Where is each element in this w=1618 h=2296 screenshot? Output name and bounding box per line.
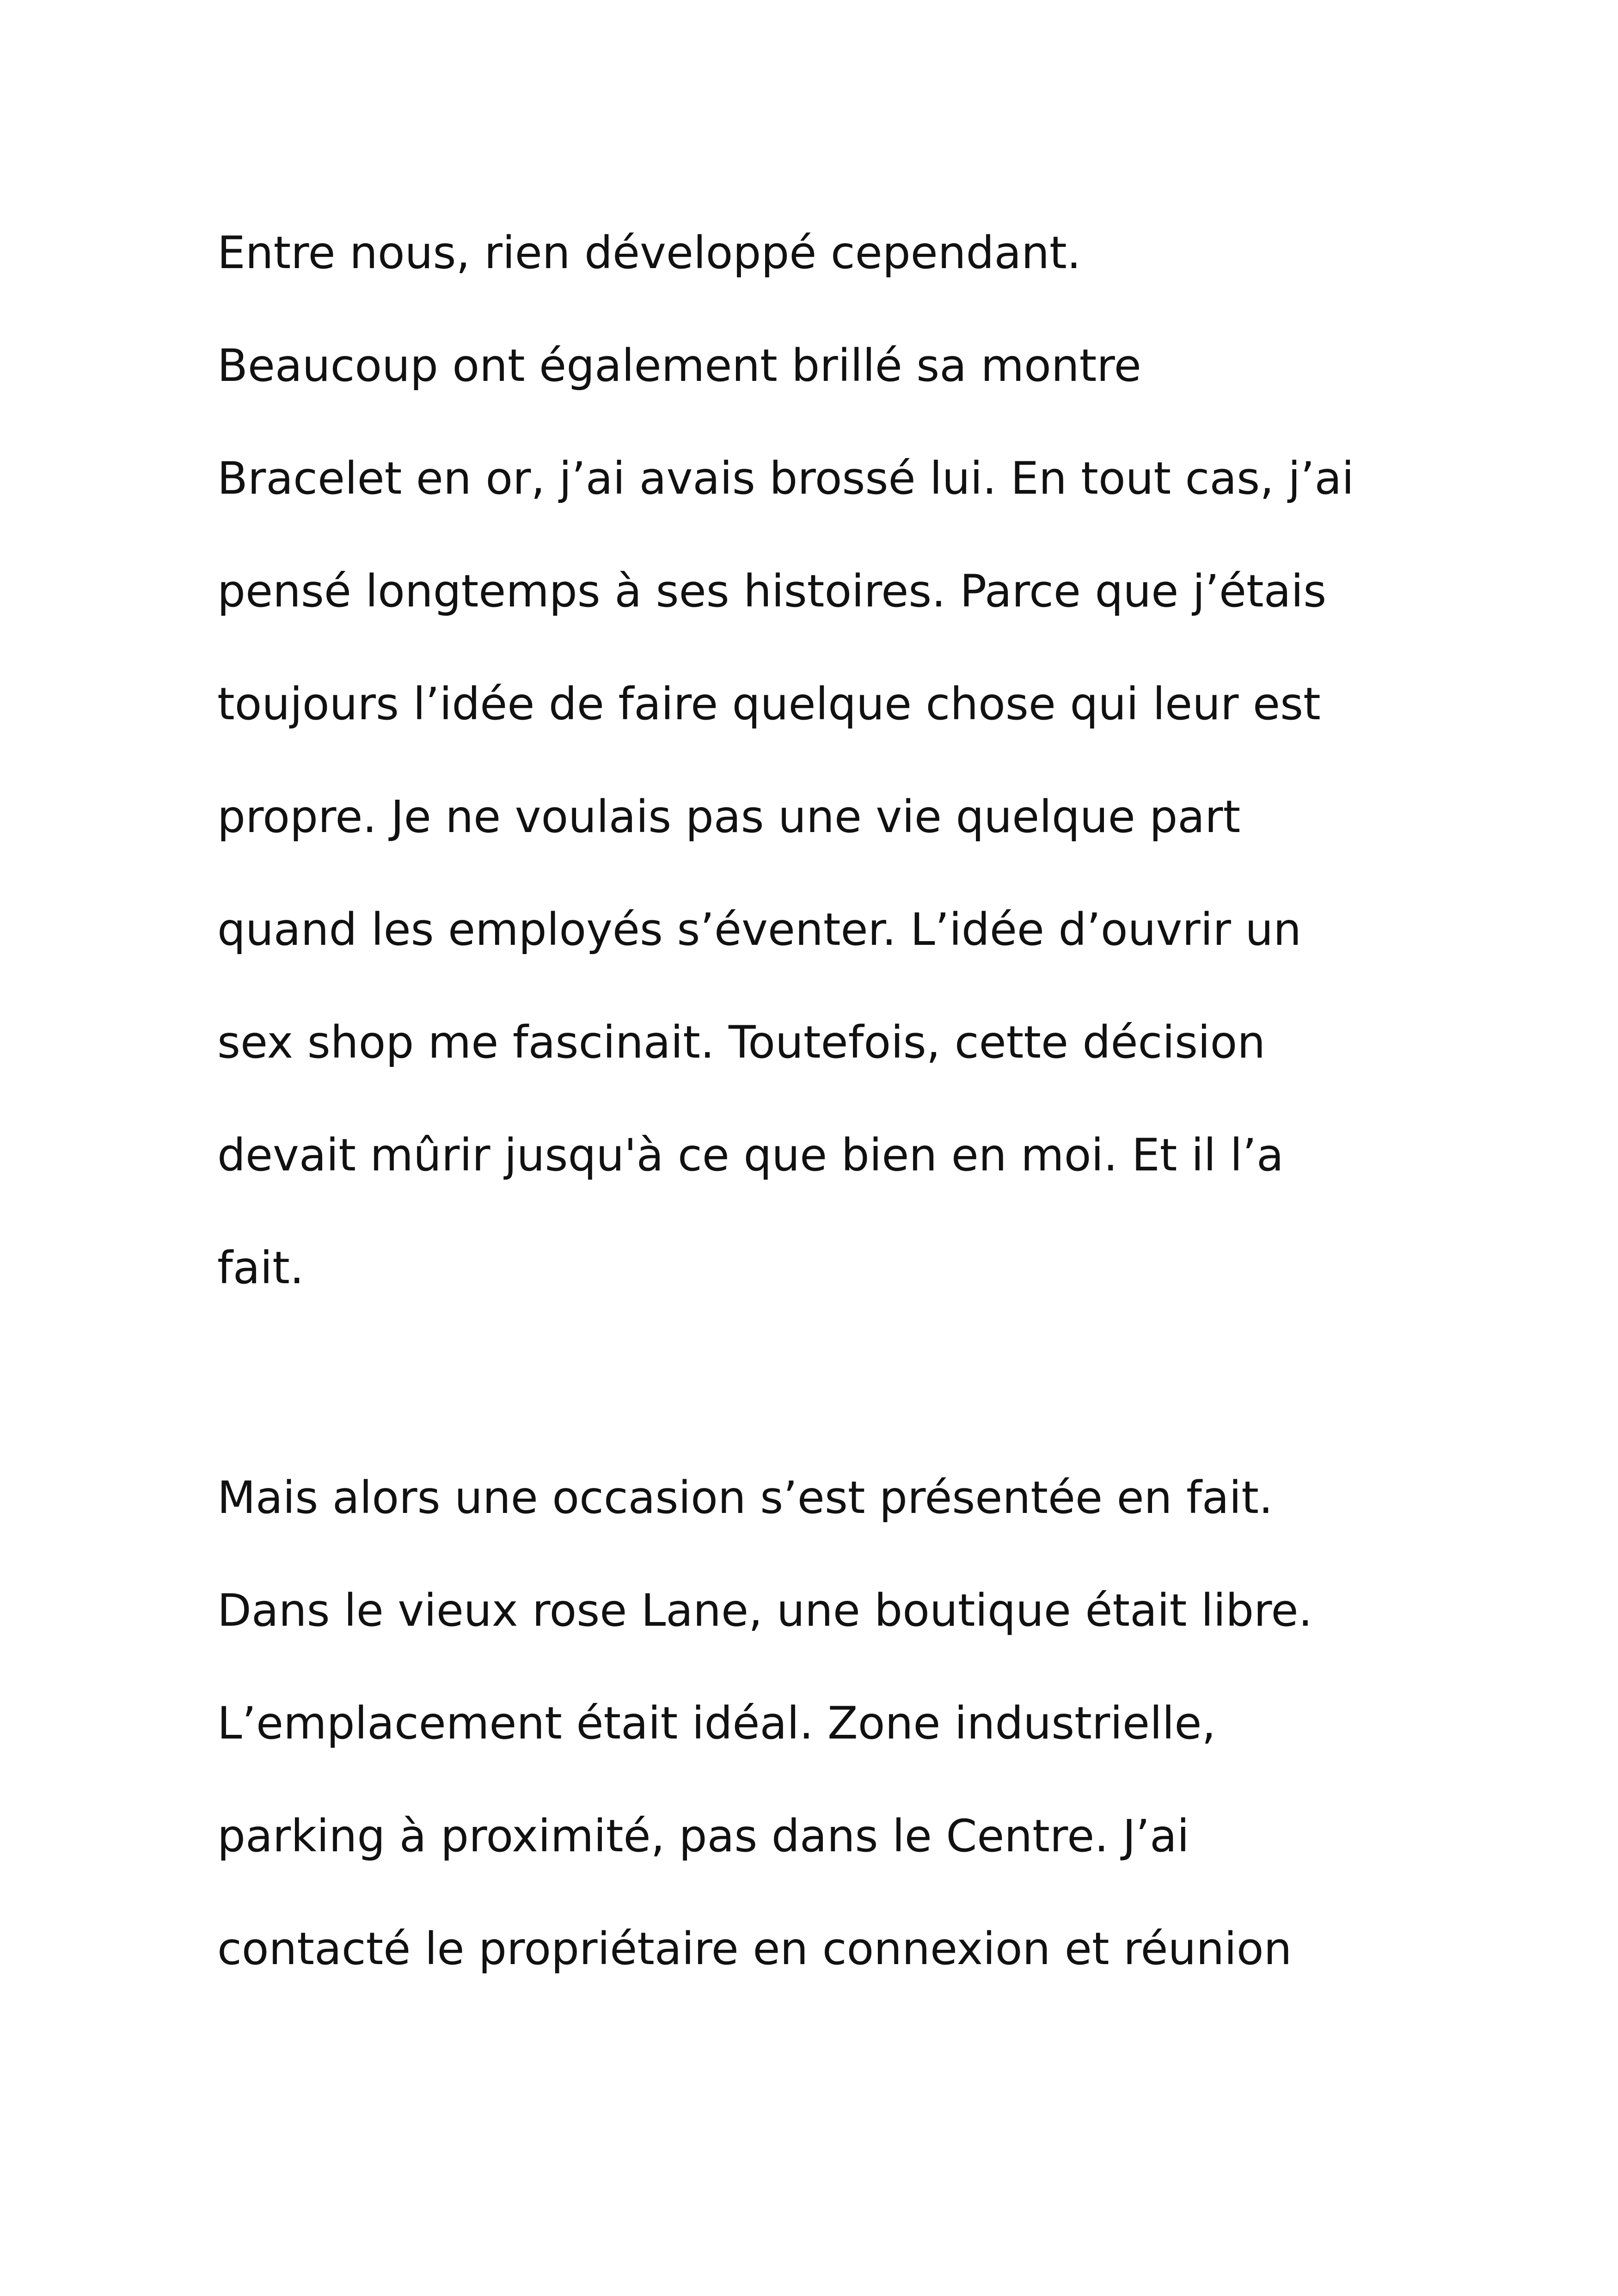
text-line: Beaucoup ont également brillé sa montre [217, 340, 1141, 392]
text-line: L’emplacement était idéal. Zone industrielle, [217, 1697, 1216, 1749]
text-line: Bracelet en or, j’ai avais brossé lui. En tout cas, j’ai [217, 453, 1354, 504]
text-line: quand les employés s’éventer. L’idée d’ouvrir un [217, 904, 1302, 955]
text-line: sex shop me fascinait. Toutefois, cette décision [217, 1016, 1266, 1068]
text-line: Dans le vieux rose Lane, une boutique était libre. [217, 1585, 1313, 1636]
text-line: propre. Je ne voulais pas une vie quelque part [217, 791, 1241, 843]
text-line: devait mûrir jusqu'à ce que bien en moi. Et il l’a [217, 1129, 1284, 1181]
text-line: parking à proximité, pas dans le Centre. J’ai [217, 1810, 1189, 1862]
text-line: Mais alors une occasion s’est présentée en fait. [217, 1472, 1273, 1524]
text-line: contacté le propriétaire en connexion et réunion [217, 1923, 1292, 1975]
text-line: fait. [217, 1242, 304, 1294]
paragraph-1 [217, 196, 1419, 1324]
text-line: toujours l’idée de faire quelque chose qui leur est [217, 678, 1321, 730]
text-line: pensé longtemps à ses histoires. Parce que j’étais [217, 565, 1327, 617]
text-line: Entre nous, rien développé cependant. [217, 227, 1081, 279]
paragraph-2 [217, 1441, 1419, 2005]
